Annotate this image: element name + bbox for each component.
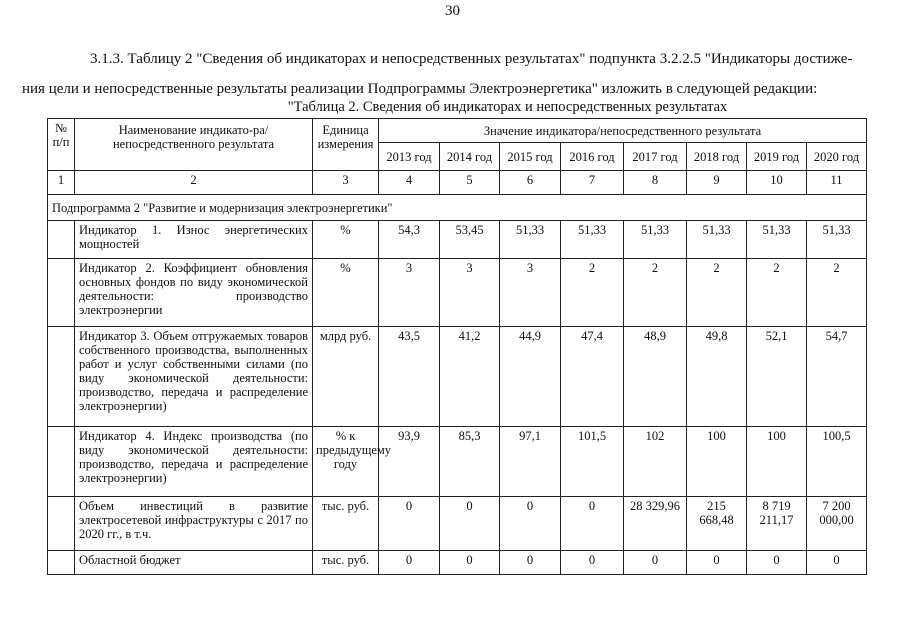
subprogram-title: Подпрограмма 2 "Развитие и модернизация электроэнергетики" [48, 195, 867, 221]
indicator-unit: млрд руб. [313, 327, 379, 427]
indicator-value: 100,5 [807, 427, 867, 497]
indicator-value: 51,33 [747, 221, 807, 259]
column-number: 10 [747, 171, 807, 195]
column-number: 6 [500, 171, 561, 195]
table-caption: "Таблица 2. Сведения об индикаторах и непосредственных результатах [287, 99, 728, 115]
indicator-unit: % [313, 259, 379, 327]
intro-line-1: 3.1.3. Таблицу 2 "Сведения об индикаторах и непосредственных результатах" подпункта 3.2.2.5 "Индикаторы достиже- [90, 51, 853, 67]
indicator-value: 51,33 [500, 221, 561, 259]
indicator-value: 41,2 [440, 327, 500, 427]
indicator-value: 2 [687, 259, 747, 327]
indicator-value: 0 [687, 551, 747, 575]
header-year: 2020 год [807, 143, 867, 171]
header-name: Наименование индикато-ра/непосредственного результата [75, 119, 313, 171]
indicator-value: 52,1 [747, 327, 807, 427]
indicator-value: 0 [747, 551, 807, 575]
column-number: 2 [75, 171, 313, 195]
indicator-value: 0 [561, 497, 624, 551]
indicator-value: 2 [561, 259, 624, 327]
indicator-unit: тыс. руб. [313, 497, 379, 551]
indicator-name: Областной бюджет [75, 551, 313, 575]
indicators-table [47, 118, 867, 575]
indicator-value: 100 [687, 427, 747, 497]
table-row [48, 259, 867, 327]
header-year: 2013 год [379, 143, 440, 171]
indicator-value: 93,9 [379, 427, 440, 497]
indicator-value: 2 [747, 259, 807, 327]
indicator-value: 85,3 [440, 427, 500, 497]
header-year: 2018 год [687, 143, 747, 171]
column-number: 7 [561, 171, 624, 195]
header-year: 2015 год [500, 143, 561, 171]
indicator-value: 0 [379, 497, 440, 551]
indicator-value: 0 [440, 551, 500, 575]
indicator-value: 44,9 [500, 327, 561, 427]
indicator-unit: тыс. руб. [313, 551, 379, 575]
indicator-value: 3 [379, 259, 440, 327]
header-year: 2017 год [624, 143, 687, 171]
indicator-value: 51,33 [561, 221, 624, 259]
indicator-value: 3 [440, 259, 500, 327]
column-number: 8 [624, 171, 687, 195]
table-row [48, 497, 867, 551]
indicator-name: Индикатор 2. Коэффициент обновления основных фондов по виду экономической деятельности: производство электроэнергии [75, 259, 313, 327]
column-number: 9 [687, 171, 747, 195]
indicator-value: 8 719 211,17 [747, 497, 807, 551]
indicator-value: 51,33 [624, 221, 687, 259]
indicator-value: 0 [500, 551, 561, 575]
indicator-value: 100 [747, 427, 807, 497]
indicator-value: 47,4 [561, 327, 624, 427]
indicator-value: 215 668,48 [687, 497, 747, 551]
indicator-value: 0 [807, 551, 867, 575]
indicator-value: 0 [440, 497, 500, 551]
header-values-group: Значение индикатора/непосредственного результата [379, 119, 867, 143]
indicator-value: 3 [500, 259, 561, 327]
indicator-unit: % к предыдущему году [313, 427, 379, 497]
table-row [48, 221, 867, 259]
indicator-unit: % [313, 221, 379, 259]
header-unit: Единица измерения [313, 119, 379, 171]
table-row [48, 327, 867, 427]
indicator-value: 0 [379, 551, 440, 575]
indicator-value: 97,1 [500, 427, 561, 497]
indicator-value: 28 329,96 [624, 497, 687, 551]
indicator-value: 2 [807, 259, 867, 327]
header-num: № п/п [48, 119, 75, 171]
indicator-value: 51,33 [807, 221, 867, 259]
column-number-row [48, 171, 867, 195]
indicator-name: Индикатор 1. Износ энергетических мощностей [75, 221, 313, 259]
intro-paragraph [22, 44, 864, 104]
indicator-value: 53,45 [440, 221, 500, 259]
page-number: 30 [445, 3, 460, 19]
indicator-value: 51,33 [687, 221, 747, 259]
column-number: 11 [807, 171, 867, 195]
indicator-value: 54,7 [807, 327, 867, 427]
indicator-name: Индикатор 3. Объем отгружаемых товаров собственного производства, выполненных работ и услуг собственными силами (по виду экономической деятельности: производство, передача и распределение электроэнергии) [75, 327, 313, 427]
indicator-value: 49,8 [687, 327, 747, 427]
header-year: 2016 год [561, 143, 624, 171]
column-number: 4 [379, 171, 440, 195]
indicator-value: 0 [561, 551, 624, 575]
header-year: 2019 год [747, 143, 807, 171]
column-number: 1 [48, 171, 75, 195]
indicator-value: 102 [624, 427, 687, 497]
indicator-value: 0 [500, 497, 561, 551]
indicator-value: 2 [624, 259, 687, 327]
column-number: 3 [313, 171, 379, 195]
indicator-value: 0 [624, 551, 687, 575]
column-number: 5 [440, 171, 500, 195]
header-year: 2014 год [440, 143, 500, 171]
table-row [48, 551, 867, 575]
indicator-value: 54,3 [379, 221, 440, 259]
indicator-value: 101,5 [561, 427, 624, 497]
indicator-name: Объем инвестиций в развитие электросетевой инфраструктуры с 2017 по 2020 гг., в т.ч. [75, 497, 313, 551]
indicator-value: 43,5 [379, 327, 440, 427]
indicator-value: 7 200 000,00 [807, 497, 867, 551]
table-row [48, 427, 867, 497]
intro-line-2: ния цели и непосредственные результаты реализации Подпрограммы Электроэнергетика" изложить в следующей редакции: [22, 81, 818, 97]
indicator-value: 48,9 [624, 327, 687, 427]
indicator-name: Индикатор 4. Индекс производства (по виду экономической деятельности: производство, передача и распределение электроэнергии) [75, 427, 313, 497]
